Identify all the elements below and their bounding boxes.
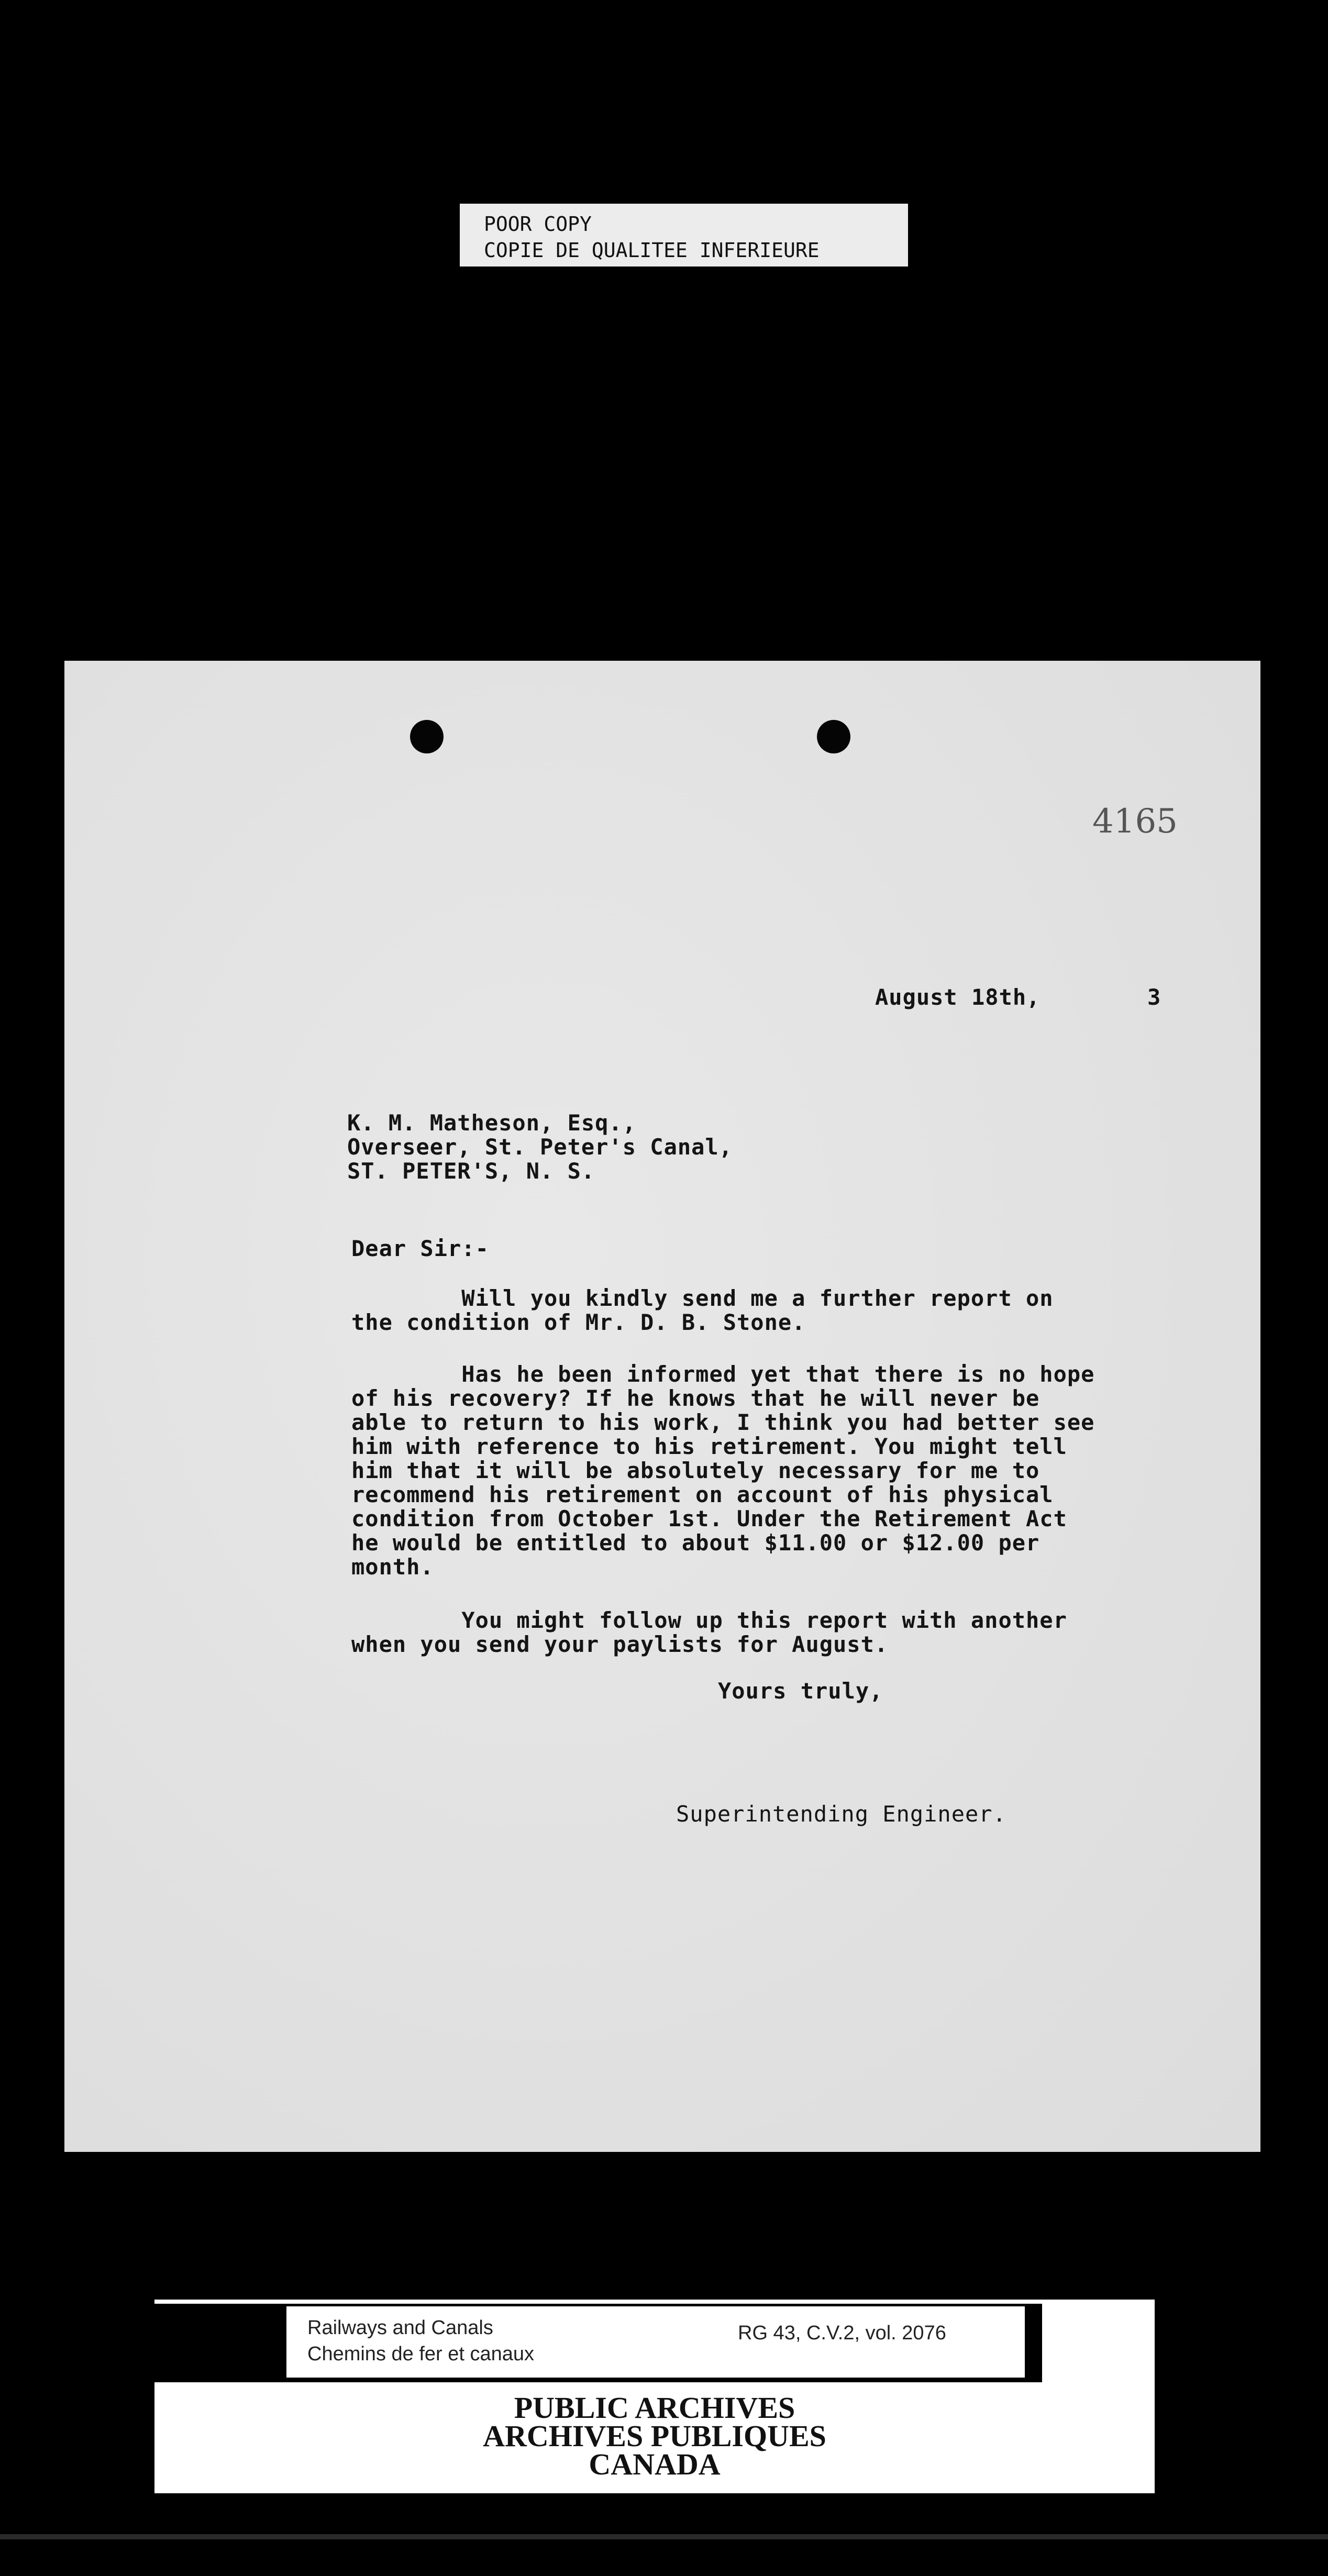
punch-hole-right bbox=[817, 720, 850, 753]
poor-copy-label bbox=[460, 204, 908, 267]
archives-stamp bbox=[154, 2391, 1155, 2481]
bottom-strip bbox=[0, 2534, 1328, 2539]
archives-line-2: ARCHIVES PUBLIQUES bbox=[483, 2419, 826, 2453]
signature-title: Superintending Engineer. bbox=[676, 1801, 1006, 1827]
page-number: 4165 bbox=[1092, 802, 1178, 841]
letter-date: August 18th, bbox=[875, 984, 1041, 1010]
recipient-address: K. M. Matheson, Esq., Overseer, St. Peter's Canal, ST. PETER'S, N. S. bbox=[347, 1110, 733, 1184]
archives-line-3: CANADA bbox=[589, 2447, 721, 2481]
archives-line-1: PUBLIC ARCHIVES bbox=[514, 2391, 795, 2425]
poor-copy-line2: COPIE DE QUALITEE INFERIEURE bbox=[484, 239, 820, 262]
archive-reference: RG 43, C.V.2, vol. 2076 bbox=[738, 2322, 946, 2344]
punch-hole-left bbox=[410, 720, 444, 753]
poor-copy-line1: POOR COPY bbox=[484, 213, 592, 236]
department-french: Chemins de fer et canaux bbox=[307, 2343, 535, 2365]
closing: Yours truly, bbox=[718, 1678, 883, 1704]
paragraph-2: Has he been informed yet that there is no hope of his recovery? If he knows that he will never be able to return to his work, I think you had better see him with reference to his retirement. You might tell him that it will be absolutely necessary for me to recommend his retirement on account of his physical condition from October 1st. Under the Retirement Act he would be entitled to about $11.00 or $12.00 per month. bbox=[351, 1361, 1095, 1580]
letter-date-suffix: 3 bbox=[1147, 984, 1161, 1010]
salutation: Dear Sir:- bbox=[351, 1236, 489, 1261]
paragraph-3: You might follow up this report with another when you send your paylists for August. bbox=[351, 1607, 1067, 1657]
department-english: Railways and Canals bbox=[307, 2317, 493, 2339]
letter-page bbox=[64, 661, 1260, 2152]
footer-reference-box bbox=[286, 2306, 1025, 2378]
paragraph-1: Will you kindly send me a further report on the condition of Mr. D. B. Stone. bbox=[351, 1285, 1054, 1335]
